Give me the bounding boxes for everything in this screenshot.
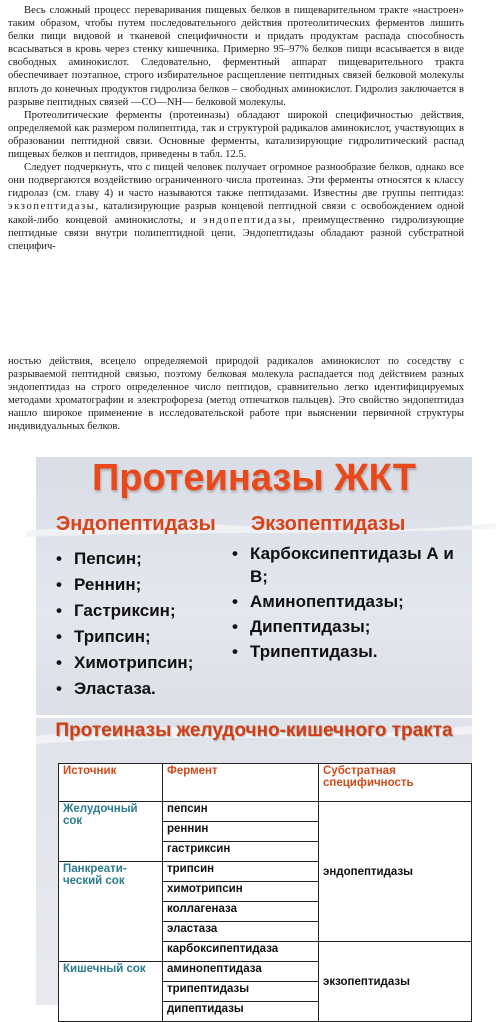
enzyme-cell: пепсин	[163, 802, 319, 822]
source-cell: Панкреати-ческий сок	[59, 862, 163, 962]
enzyme-cell: эластаза	[163, 922, 319, 942]
slide-gi-proteinases-table	[36, 718, 472, 1015]
list-item: • Реннин;	[56, 572, 193, 598]
header-specificity: Субстратная специфичность	[319, 764, 472, 802]
list-item: • Аминопептидазы;	[232, 590, 457, 613]
header-source: Источник	[59, 764, 163, 802]
enzyme-cell: коллагеназа	[163, 902, 319, 922]
source-cell: Желудочный сок	[59, 802, 163, 862]
term-exopeptidases: экзопептидазы	[8, 201, 96, 213]
paragraph-3-part-c: , преимущественно гидролизующие пептидные связи внутри полипептидной цепи. Эндопептидазы обладают разной субстратной специфич-	[8, 214, 464, 252]
enzyme-cell: реннин	[163, 822, 319, 842]
list-item: • Химотрипсин;	[56, 650, 193, 676]
list-item: • Карбоксипептидазы А и В;	[232, 542, 457, 588]
paragraph-4: ностью действия, всецело определяемой природой радикалов аминокислот по соседству с разрываемой пептидной связью, поэтому белковая молекула распадается под действием разных эндопептидаз на строго определенное число пептидов, сравнительно легко идентифицируемых методами хроматографии и электрофореза (метод отпечатков пальцев). Это свойство эндопептидаз нашло широкое применение в исследовательской работе при выяснении первичной структуры индивидуальных белков.	[8, 356, 464, 433]
paragraph-3-part-b: , катализирующие разрыв концевой пептидной связи с освобождением одной какой-либо концевой аминокислоты, и	[8, 201, 464, 226]
endopeptidases-heading: Эндопептидазы	[56, 513, 216, 535]
paragraph-1: Весь сложный процесс переваривания пищевых белков в пищеварительном тракте «настроен» таким образом, чтобы путем последовательного действия протеолитических ферментов лишить белки пищи видовой и тканевой специфичности и придать продуктам распада способность всасываться в кровь через стенку кишечника. Примерно 95–97% белков пищи всасывается в виде свободных аминокислот. Следовательно, ферментный аппарат пищеварительного тракта обеспечивает поэтапное, строго избирательное расщепление пептидных связей белковой молекулы вплоть до конечных продуктов гидролиза белков – свободных аминокислот. Гидролиз заключается в разрыве пептидных связей —CO—NH— белковой молекулы.	[8, 5, 464, 108]
header-enzyme: Фермент	[163, 764, 319, 802]
exopeptidases-list	[232, 542, 457, 665]
term-endopeptidases: эндопептидазы	[202, 214, 293, 226]
list-item: • Трипсин;	[56, 624, 193, 650]
table-header-row	[59, 764, 472, 802]
body-text-bottom	[8, 355, 464, 434]
proteinases-table	[58, 763, 472, 1022]
paragraph-3	[8, 161, 464, 253]
slide-proteinases	[36, 457, 472, 715]
specificity-cell: эндопептидазы	[319, 802, 472, 942]
enzyme-cell: аминопептидаза	[163, 962, 319, 982]
list-item: • Эластаза.	[56, 676, 193, 702]
enzyme-cell: дипептидазы	[163, 1002, 319, 1022]
list-item: • Трипептидазы.	[232, 640, 457, 663]
enzyme-cell: гастриксин	[163, 842, 319, 862]
enzyme-cell: химотрипсин	[163, 882, 319, 902]
endopeptidases-list	[56, 546, 193, 702]
list-item: • Гастриксин;	[56, 598, 193, 624]
list-item: • Дипептидазы;	[232, 615, 457, 638]
source-cell: Кишечный сок	[59, 962, 163, 1022]
enzyme-cell: трипептидазы	[163, 982, 319, 1002]
paragraph-3-part-a: Следует подчеркнуть, что с пищей человек получает огромное разнообразие белков, однако все они подвергаются воздействию ограниченного числа протеиназ. Эти ферменты относятся к классу гидролаз (см. главу 4) и часто называются также пептидазами. Известны две группы пептидаз:	[8, 162, 464, 200]
slide-title: Протеиназы ЖКТ	[91, 457, 417, 499]
list-item: • Пепсин;	[56, 546, 193, 572]
body-text-top	[8, 4, 464, 253]
enzyme-cell: карбоксипептидаза	[163, 942, 319, 962]
table-row	[59, 802, 472, 822]
paragraph-2: Протеолитические ферменты (протеиназы) обладают широкой специфичностью действия, определяемой как размером полипептида, так и структурой радикалов аминокислот, участвующих в образовании пептидной связи. Основные ферменты, катализирующие гидролитический распад пищевых белков и пептидов, приведены в табл. 12.5.	[8, 109, 464, 161]
specificity-cell: экзопептидазы	[319, 942, 472, 1022]
slide-title: Протеиназы желудочно-кишечного тракта	[55, 720, 453, 741]
enzyme-cell: трипсин	[163, 862, 319, 882]
exopeptidases-heading: Экзопептидазы	[251, 513, 406, 535]
